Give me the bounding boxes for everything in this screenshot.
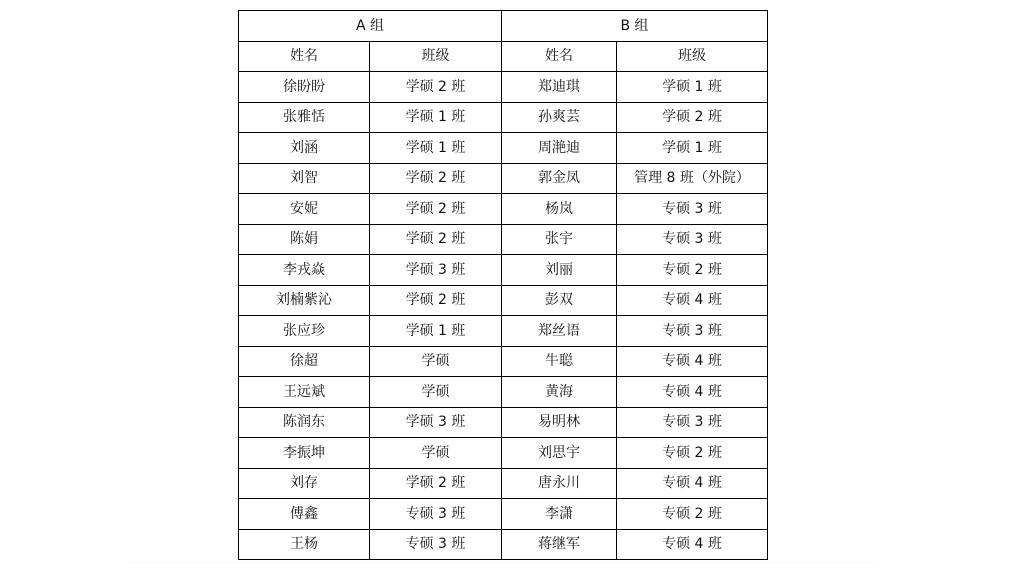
b-name-header: 姓名 bbox=[502, 41, 617, 72]
a-class-cell: 学硕 bbox=[370, 346, 502, 377]
a-class-cell: 学硕 3 班 bbox=[370, 407, 502, 438]
a-name-cell: 刘涵 bbox=[239, 133, 370, 164]
a-name-cell: 刘楠紫沁 bbox=[239, 285, 370, 316]
table-row bbox=[239, 529, 768, 560]
b-name-cell: 张宇 bbox=[502, 224, 617, 255]
a-class-cell: 学硕 2 班 bbox=[370, 194, 502, 225]
b-class-cell: 专硕 4 班 bbox=[617, 529, 768, 560]
a-name-cell: 王杨 bbox=[239, 529, 370, 560]
a-name-cell: 安妮 bbox=[239, 194, 370, 225]
b-class-cell: 专硕 2 班 bbox=[617, 255, 768, 286]
b-name-cell: 刘思宇 bbox=[502, 438, 617, 469]
b-class-cell: 管理 8 班（外院） bbox=[617, 163, 768, 194]
group-a-header: A 组 bbox=[239, 11, 502, 42]
a-class-cell: 学硕 bbox=[370, 377, 502, 408]
a-class-cell: 学硕 2 班 bbox=[370, 285, 502, 316]
a-name-header: 姓名 bbox=[239, 41, 370, 72]
a-class-cell: 学硕 2 班 bbox=[370, 163, 502, 194]
b-name-cell: 郑迪琪 bbox=[502, 72, 617, 103]
a-name-cell: 陈娟 bbox=[239, 224, 370, 255]
b-name-cell: 周滟迪 bbox=[502, 133, 617, 164]
a-class-cell: 学硕 1 班 bbox=[370, 133, 502, 164]
b-name-cell: 黄海 bbox=[502, 377, 617, 408]
b-name-cell: 唐永川 bbox=[502, 468, 617, 499]
b-name-cell: 牛聪 bbox=[502, 346, 617, 377]
a-class-cell: 学硕 2 班 bbox=[370, 72, 502, 103]
table-row bbox=[239, 285, 768, 316]
table-row bbox=[239, 133, 768, 164]
a-class-cell: 专硕 3 班 bbox=[370, 529, 502, 560]
table-row bbox=[239, 468, 768, 499]
b-name-cell: 刘丽 bbox=[502, 255, 617, 286]
a-name-cell: 张雅恬 bbox=[239, 102, 370, 133]
b-class-cell: 专硕 4 班 bbox=[617, 468, 768, 499]
table-row bbox=[239, 102, 768, 133]
table-row bbox=[239, 499, 768, 530]
a-name-cell: 傅鑫 bbox=[239, 499, 370, 530]
b-name-cell: 杨岚 bbox=[502, 194, 617, 225]
a-class-header: 班级 bbox=[370, 41, 502, 72]
b-class-cell: 专硕 3 班 bbox=[617, 224, 768, 255]
b-class-cell: 学硕 2 班 bbox=[617, 102, 768, 133]
group-header-row bbox=[239, 11, 768, 42]
table-row bbox=[239, 255, 768, 286]
b-name-cell: 孙爽芸 bbox=[502, 102, 617, 133]
a-name-cell: 张应珍 bbox=[239, 316, 370, 347]
a-class-cell: 学硕 2 班 bbox=[370, 224, 502, 255]
a-name-cell: 李戎焱 bbox=[239, 255, 370, 286]
a-name-cell: 王远斌 bbox=[239, 377, 370, 408]
a-name-cell: 李振坤 bbox=[239, 438, 370, 469]
a-class-cell: 学硕 2 班 bbox=[370, 468, 502, 499]
a-name-cell: 徐盼盼 bbox=[239, 72, 370, 103]
table-row bbox=[239, 163, 768, 194]
table-row bbox=[239, 346, 768, 377]
a-class-cell: 学硕 1 班 bbox=[370, 316, 502, 347]
table-row bbox=[239, 316, 768, 347]
table-row bbox=[239, 407, 768, 438]
b-name-cell: 彭双 bbox=[502, 285, 617, 316]
b-class-cell: 专硕 4 班 bbox=[617, 285, 768, 316]
group-b-header: B 组 bbox=[502, 11, 768, 42]
a-class-cell: 学硕 1 班 bbox=[370, 102, 502, 133]
b-class-cell: 专硕 4 班 bbox=[617, 346, 768, 377]
table-row bbox=[239, 438, 768, 469]
group-roster-table bbox=[238, 10, 768, 560]
b-class-cell: 学硕 1 班 bbox=[617, 133, 768, 164]
b-class-cell: 专硕 3 班 bbox=[617, 316, 768, 347]
b-name-cell: 郭金凤 bbox=[502, 163, 617, 194]
a-name-cell: 刘智 bbox=[239, 163, 370, 194]
b-class-cell: 专硕 2 班 bbox=[617, 438, 768, 469]
a-class-cell: 学硕 3 班 bbox=[370, 255, 502, 286]
b-name-cell: 郑丝语 bbox=[502, 316, 617, 347]
table-row bbox=[239, 194, 768, 225]
b-class-cell: 专硕 2 班 bbox=[617, 499, 768, 530]
table-row bbox=[239, 72, 768, 103]
a-class-cell: 专硕 3 班 bbox=[370, 499, 502, 530]
b-class-cell: 专硕 4 班 bbox=[617, 377, 768, 408]
b-name-cell: 蒋继军 bbox=[502, 529, 617, 560]
column-header-row bbox=[239, 41, 768, 72]
a-name-cell: 徐超 bbox=[239, 346, 370, 377]
a-name-cell: 陈润东 bbox=[239, 407, 370, 438]
table-row bbox=[239, 377, 768, 408]
b-name-cell: 李潇 bbox=[502, 499, 617, 530]
table-row bbox=[239, 224, 768, 255]
b-class-cell: 专硕 3 班 bbox=[617, 407, 768, 438]
a-name-cell: 刘存 bbox=[239, 468, 370, 499]
b-class-cell: 专硕 3 班 bbox=[617, 194, 768, 225]
a-class-cell: 学硕 bbox=[370, 438, 502, 469]
b-class-header: 班级 bbox=[617, 41, 768, 72]
b-class-cell: 学硕 1 班 bbox=[617, 72, 768, 103]
b-name-cell: 易明林 bbox=[502, 407, 617, 438]
